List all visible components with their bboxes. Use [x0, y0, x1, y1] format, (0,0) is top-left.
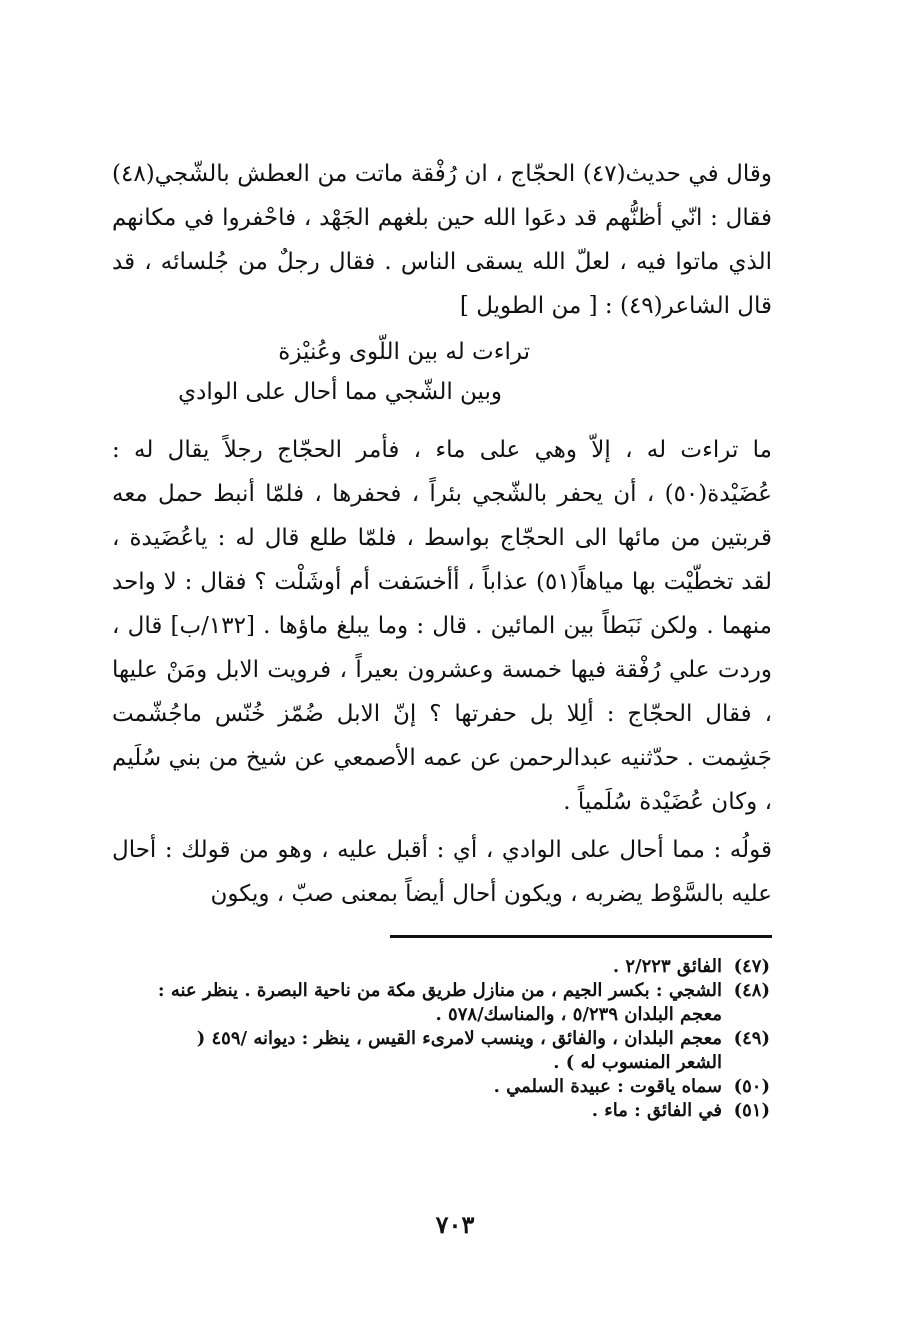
footnote-item	[150, 979, 770, 1027]
footnote-number: (٤٩)	[733, 1028, 770, 1049]
verse-line-2: وبين الشّجي مما أحال على الوادي	[178, 379, 502, 405]
footnotes-list	[150, 955, 770, 1123]
footnote-item	[150, 1099, 770, 1123]
footnote-item	[150, 1075, 770, 1099]
footnote-text: الفائق ٢/٢٢٣ .	[612, 956, 722, 977]
footnote-number: (٤٧)	[733, 956, 770, 977]
footnote-number: (٥١)	[733, 1100, 770, 1121]
footnote-number: (٥٠)	[733, 1076, 770, 1097]
footnote-text: في الفائق : ماء .	[591, 1100, 722, 1121]
page-number: ٧٠٣	[435, 1210, 475, 1239]
footnote-item	[150, 955, 770, 979]
verse-line-1: تراءت له بين اللّوى وعُنيْزة	[278, 339, 530, 365]
footnote-number: (٤٨)	[733, 980, 770, 1001]
footnote-text: سماه ياقوت : عبيدة السلمي .	[493, 1076, 722, 1097]
body-paragraph-2: ما تراءت له ، إلاّ وهي على ماء ، فأمر الحجّاج رجلاً يقال له : عُضَيْدة(٥٠) ، أن يحفر بالشّجي بئراً ، فحفرها ، فلمّا أنبط حمل معه قربتين من مائها الى الحجّاج بواسط ، فلمّا طلع قال له : ياعُضَيدة ، لقد تخطّيْت بها مياهاً(٥١) عذاباً ، أأخسَفت أم أوشَلْت ؟ فقال : لا واحد منهما . ولكن نَبَطاً بين المائين . قال : وما يبلغ ماؤها . [١٣٢/ب] قال ، وردت علي رُفْقة فيها خمسة وعشرون بعيراً ، فرويت الابل ومَنْ عليها ، فقال الحجّاج : ألِلا بل حفرتها ؟ إنّ الابل ضُمّز خُنّس ماجُشّمت جَشِمت . حدّثنيه عبدالرحمن عن عمه الأصمعي عن شيخ من بني سُلَيم ، وكان عُضَيْدة سُلَمياً .	[112, 437, 772, 815]
body-paragraph-3: قولُه : مما أحال على الوادي ، أي : أقبل عليه ، وهو من قولك : أحال عليه بالسَّوْط يضربه ، ويكون أحال أيضاً بمعنى صبّ ، ويكون	[112, 837, 772, 907]
footnote-text: الشجي : بكسر الجيم ، من منازل طريق مكة من ناحية البصرة . ينظر عنه : معجم البلدان ٥/٢٣٩ ، والمناسك/٥٧٨ .	[157, 980, 722, 1025]
footnote-divider	[390, 935, 772, 938]
body-paragraph-1: وقال في حديث(٤٧) الحجّاج ، ان رُفْقة ماتت من العطش بالشّجي(٤٨) فقال : انّي أظنُّهم قد دعَوا الله حين بلغهم الجَهْد ، فاحْفروا في مكانهم الذي ماتوا فيه ، لعلّ الله يسقى الناس . فقال رجلٌ من جُلسائه ، قد قال الشاعر(٤٩) : [ من الطويل ]	[112, 161, 772, 319]
footnote-text: معجم البلدان ، والفائق ، وينسب لامرىء القيس ، ينظر : ديوانه /٤٥٩ ( الشعر المنسوب له ) .	[196, 1028, 722, 1073]
footnote-item	[150, 1027, 770, 1075]
